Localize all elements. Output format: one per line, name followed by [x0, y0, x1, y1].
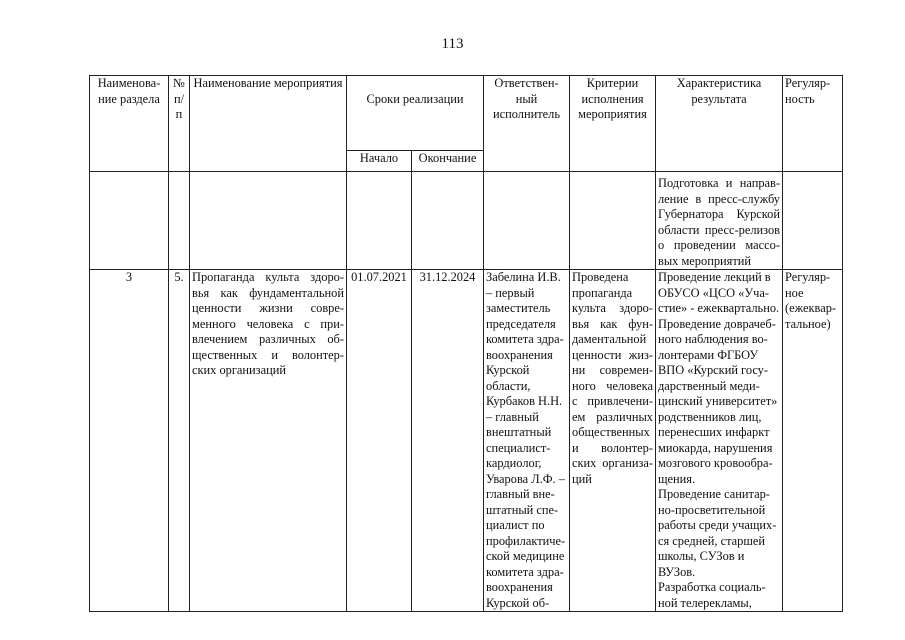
cell-section	[90, 172, 169, 270]
col-header-section: Наименова-ние раздела	[90, 76, 169, 172]
cell-responsible: Забелина И.В. – первый заместитель председателя комитета здра-воохранения Курской области, Курбаков Н.Н. – главный внештатный специалист-кардиолог, Уварова Л.Ф. – главный вне-штатный спе-циалист по профилактиче-ской медицине комитета здра-воохранения Курской об-	[484, 270, 570, 612]
col-header-end: Окончание	[412, 151, 484, 172]
result-line: работы среди учащих-	[658, 518, 777, 532]
result-line: цинский университет»	[658, 394, 778, 408]
result-line: ной телерекламы,	[658, 595, 752, 610]
result-line: перенесших инфаркт	[658, 425, 770, 439]
result-line: Проведение санитар-	[658, 487, 770, 501]
result-line: миокарда, нарушения	[658, 440, 773, 455]
cell-regularity: Регуляр-ное (ежеквар-тальное)	[783, 270, 843, 612]
col-header-deadlines: Сроки реализации	[347, 76, 484, 151]
col-header-regularity: Регуляр-ность	[783, 76, 843, 172]
cell-number	[169, 172, 190, 270]
result-line: ОБУСО «ЦСО «Уча-	[658, 285, 769, 300]
page-number: 113	[441, 36, 464, 52]
col-header-number: № п/п	[169, 76, 190, 172]
cell-criteria	[570, 172, 656, 270]
cell-section: 3	[90, 270, 169, 612]
result-line: но-просветительной	[658, 502, 766, 517]
cell-criteria: Проведена пропаганда культа здоро-вья как фун-даментальной ценности жиз-ни современ-ного человека с привлечени-ем различных общественных и волонтер-ских организа-ций	[570, 270, 656, 612]
result-line: ВУЗов.	[658, 564, 696, 579]
result-line: лонтерами ФГБОУ	[658, 347, 759, 362]
result-line: Разработка социаль-	[658, 580, 766, 594]
result-line: стие» - ежеквартально.	[658, 301, 780, 315]
result-line: щения.	[658, 471, 696, 486]
result-line: Проведение лекций в	[658, 270, 771, 284]
result-line: ся средней, старшей	[658, 533, 766, 548]
col-header-start: Начало	[347, 151, 412, 172]
cell-result: Подготовка и направ-ление в пресс-службу Губернатора Курской области пресс-релизов о проведении массо-вых мероприятий	[656, 172, 783, 270]
cell-regularity	[783, 172, 843, 270]
cell-event	[190, 172, 347, 270]
header-row	[90, 76, 843, 151]
col-header-criteria: Критерии исполнения мероприятия	[570, 76, 656, 172]
cell-end: 31.12.2024	[412, 270, 484, 612]
cell-responsible	[484, 172, 570, 270]
col-header-event: Наименование мероприятия	[190, 76, 347, 172]
result-line: ного наблюдения во-	[658, 332, 768, 346]
cell-result	[656, 270, 783, 612]
result-line: родственников лиц,	[658, 409, 762, 424]
result-line: дарственный меди-	[658, 378, 760, 393]
cell-end	[412, 172, 484, 270]
cell-start	[347, 172, 412, 270]
table-row-main	[90, 270, 843, 612]
result-line: мозгового кровообра-	[658, 456, 773, 470]
result-line: ВПО «Курский госу-	[658, 363, 768, 377]
cell-number: 5.	[169, 270, 190, 612]
plan-table	[89, 75, 843, 612]
cell-event: Пропаганда культа здоро-вья как фундаментальной ценности жизни совре-менного человека с при-влечением различных об-щественных и волонтер-ских организаций	[190, 270, 347, 612]
col-header-result: Характеристика результата	[656, 76, 783, 172]
table-row-continuation	[90, 172, 843, 270]
result-line: Проведение доврачеб-	[658, 316, 776, 331]
col-header-responsible: Ответствен-ный исполнитель	[484, 76, 570, 172]
cell-start: 01.07.2021	[347, 270, 412, 612]
result-line: школы, СУЗов и	[658, 549, 745, 563]
